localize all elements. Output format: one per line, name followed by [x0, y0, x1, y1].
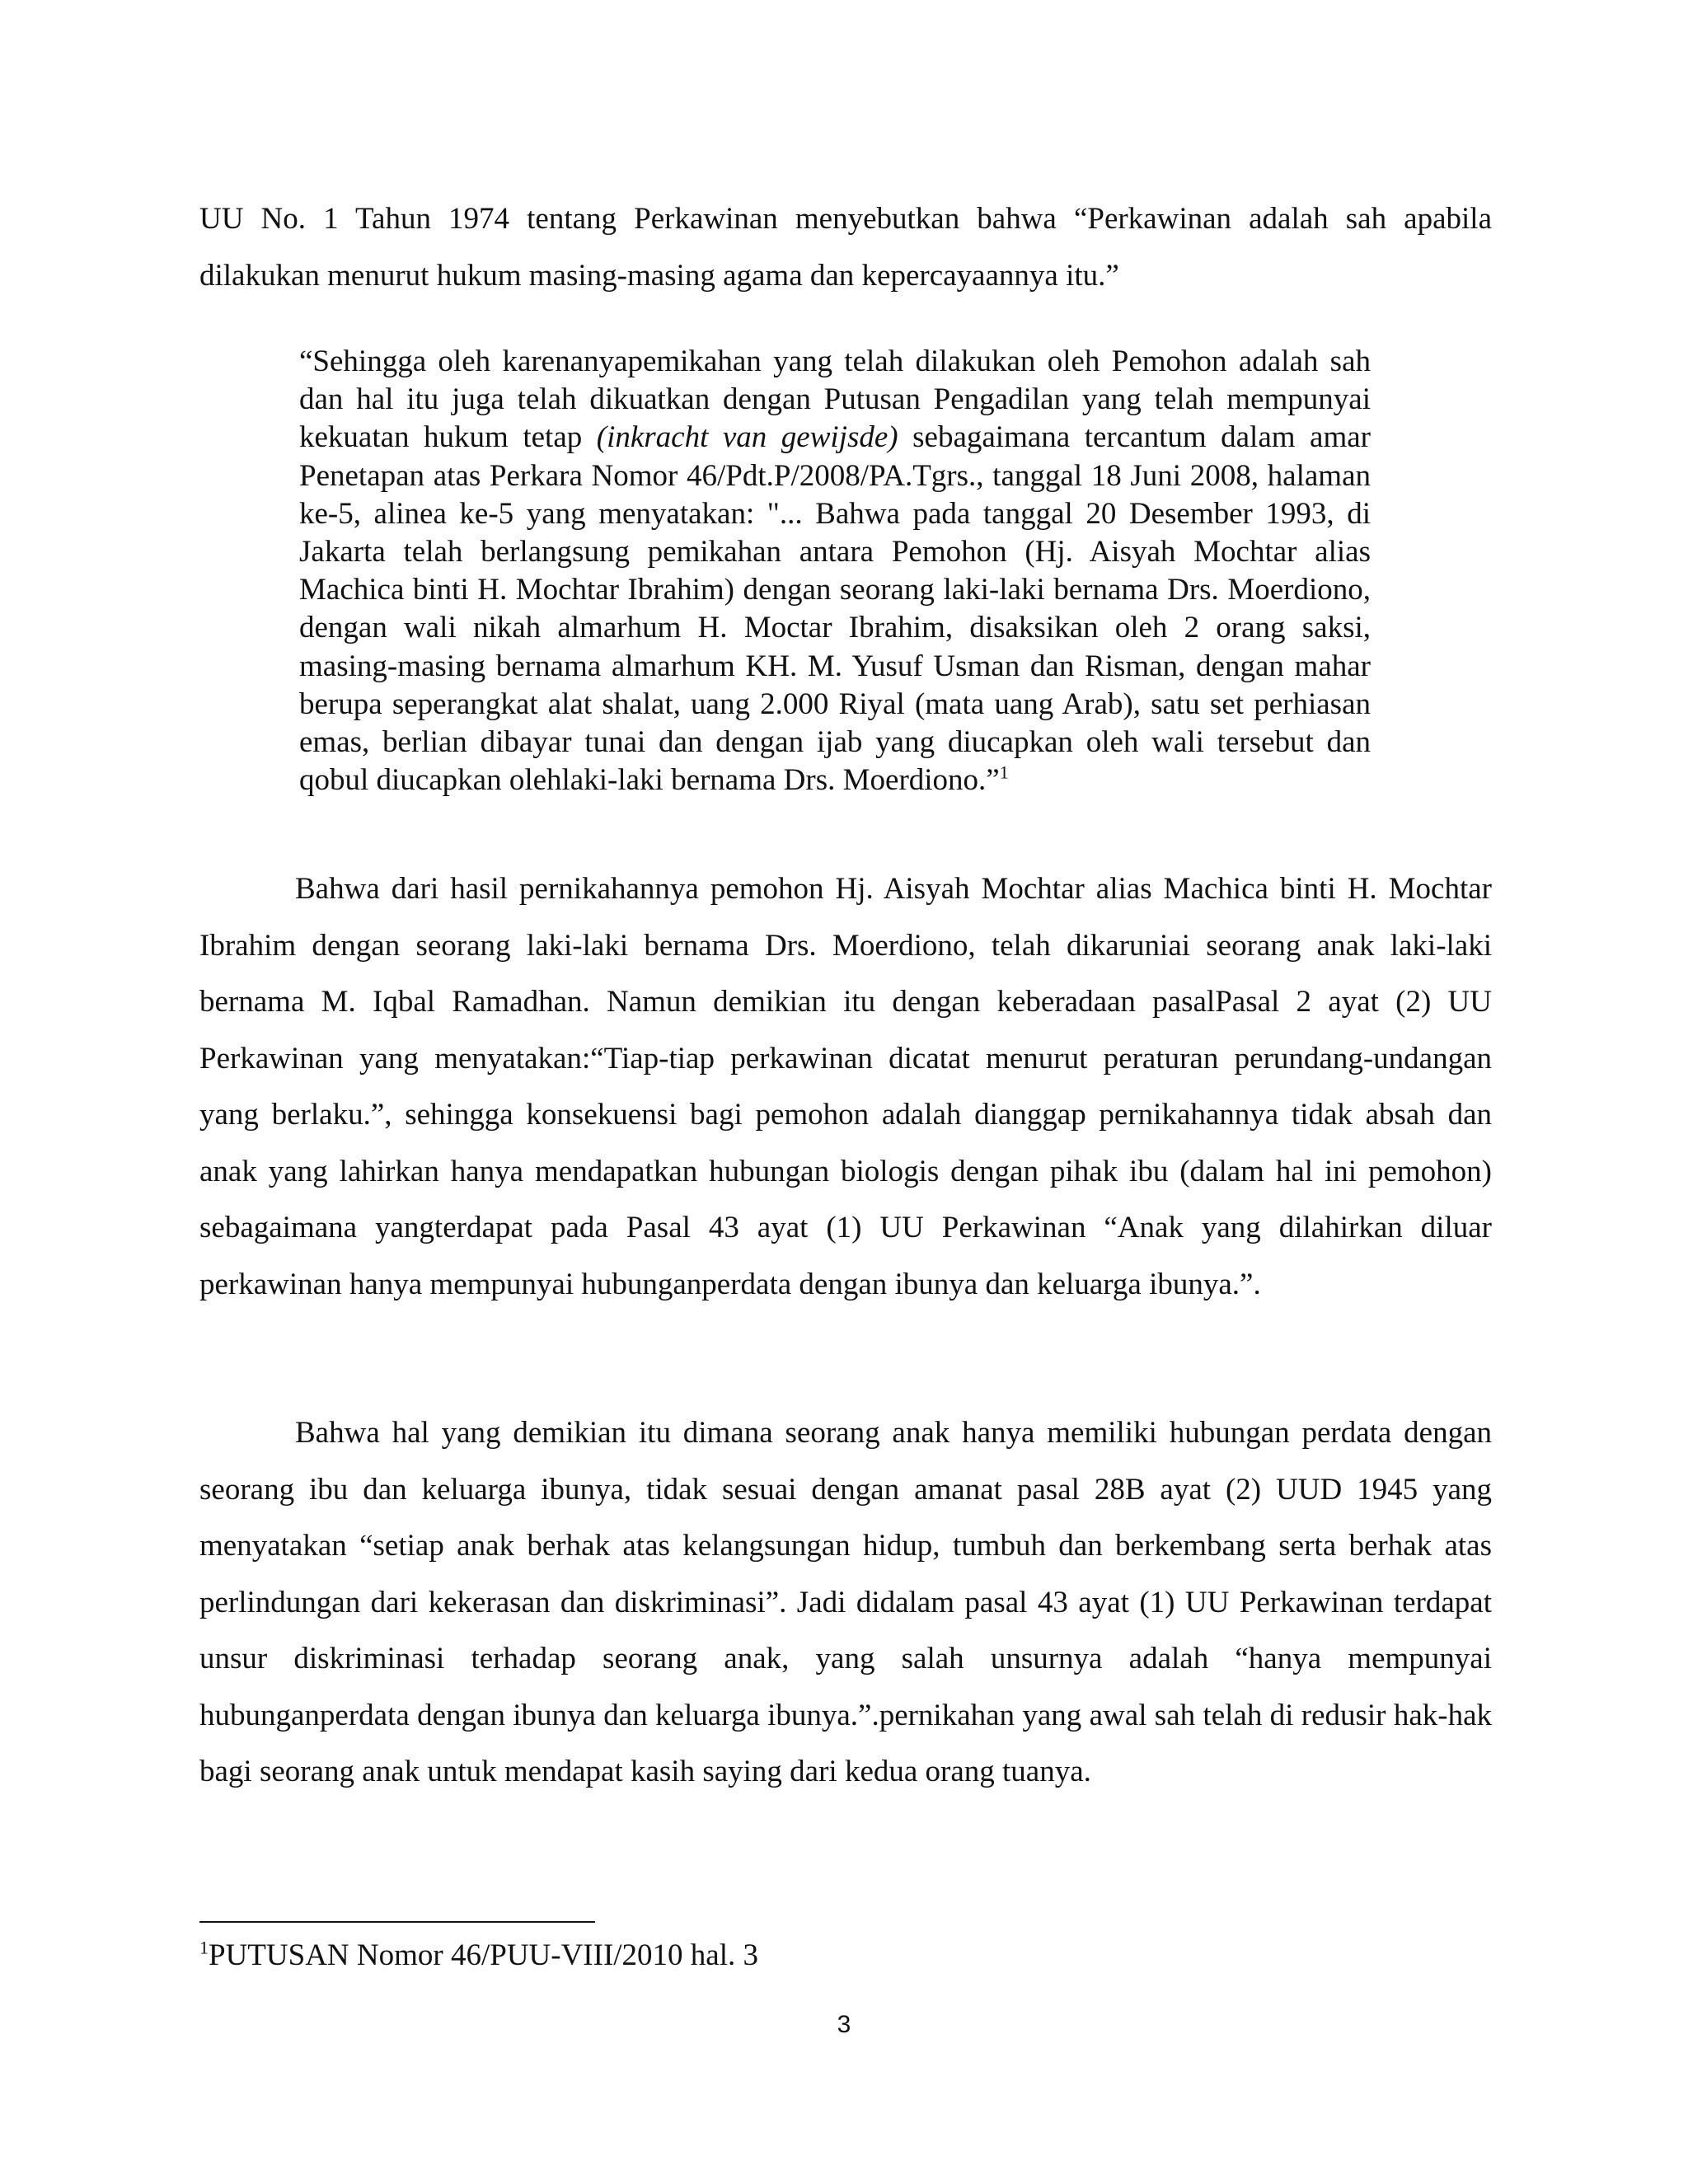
footnote-separator [199, 1921, 595, 1923]
block-quote [299, 343, 1371, 799]
footnote [199, 1937, 758, 1975]
footnote-marker: 1 [199, 1937, 209, 1958]
body-paragraph-1: Bahwa dari hasil pernikahannya pemohon Hj. Aisyah Mochtar alias Machica binti H. Mochtar Ibrahim dengan seorang laki-laki bernama Drs. Moerdiono, telah dikaruniai seorang anak laki-laki bernama M. Iqbal Ramadhan. Namun demikian itu dengan keberadaan pasalPasal 2 ayat (2) UU Perkawinan yang menyatakan:“Tiap-tiap perkawinan dicatat menurut peraturan perundang-undangan yang berlaku.”, sehingga konsekuensi bagi pemohon adalah dianggap pernikahannya tidak absah dan anak yang lahirkan hanya mendapatkan hubungan biologis dengan pihak ibu (dalam hal ini pemohon) sebagaimana yangterdapat pada Pasal 43 ayat (1) UU Perkawinan “Anak yang dilahirkan diluar perkawinan hanya mempunyai hubunganperdata dengan ibunya dan keluarga ibunya.”. [199, 872, 1492, 1301]
quote-text-part2: sebagaimana tercantum dalam amar Penetapan atas Perkara Nomor 46/Pdt.P/2008/PA.Tgrs., tanggal 18 Juni 2008, halaman ke-5, alinea ke-5 yang menyatakan: "... Bahwa pada tanggal 20 Desember 1993, di Jakarta telah berlangsung pemikahan antara Pemohon (Hj. Aisyah Mochtar alias Machica binti H. Mochtar Ibrahim) dengan seorang laki-laki bernama Drs. Moerdiono, dengan wali nikah almarhum H. Moctar Ibrahim, disaksikan oleh 2 orang saksi, masing-masing bernama almarhum KH. M. Yusuf Usman dan Risman, dengan mahar berupa seperangkat alat shalat, uang 2.000 Riyal (mata uang Arab), satu set perhiasan emas, berlian dibayar tunai dan dengan ijab yang diucapkan oleh wali tersebut dan qobul diucapkan olehlaki-laki bernama Drs. Moerdiono.” [299, 420, 1371, 798]
footnote-text: PUTUSAN Nomor 46/PUU-VIII/2010 hal. 3 [209, 1938, 758, 1972]
intro-paragraph: UU No. 1 Tahun 1974 tentang Perkawinan menyebutkan bahwa “Perkawinan adalah sah apabila dilakukan menurut hukum masing-masing agama dan kepercayaannya itu.” [199, 202, 1492, 293]
body-paragraph-2: Bahwa hal yang demikian itu dimana seorang anak hanya memiliki hubungan perdata dengan seorang ibu dan keluarga ibunya, tidak sesuai dengan amanat pasal 28B ayat (2) UUD 1945 yang menyatakan “setiap anak berhak atas kelangsungan hidup, tumbuh dan berkembang serta berhak atas perlindungan dari kekerasan dan diskriminasi”. Jadi didalam pasal 43 ayat (1) UU Perkawinan terdapat unsur diskriminasi terhadap seorang anak, yang salah unsurnya adalah “hanya mempunyai hubunganperdata dengan ibunya dan keluarga ibunya.”.pernikahan yang awal sah telah di redusir hak-hak bagi seorang anak untuk mendapat kasih saying dari kedua orang tuanya. [199, 1416, 1492, 1788]
quote-text-part1: “Sehingga oleh karenanyapemikahan yang telah dilakukan oleh Pemohon adalah sah dan hal itu juga telah dikuatkan dengan Putusan Pengadilan yang telah mempunyai kekuatan hukum tetap [299, 344, 1371, 455]
quote-italic-term: (inkracht van gewijsde) [596, 420, 898, 455]
footnote-reference[interactable]: 1 [999, 762, 1009, 783]
page-number: 3 [837, 2011, 851, 2038]
